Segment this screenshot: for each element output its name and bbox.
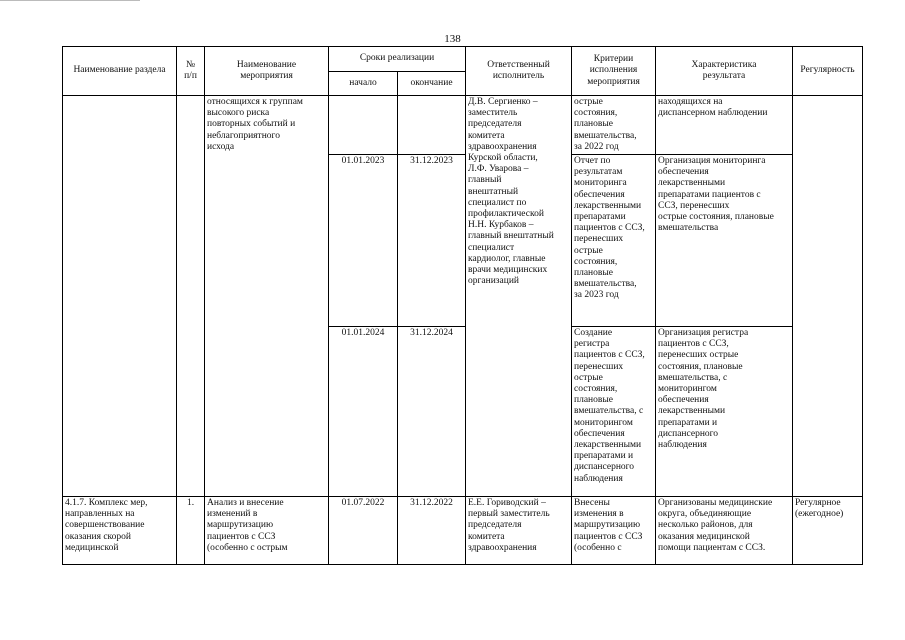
cell-section xyxy=(63,96,177,497)
header-dates: Сроки реализации xyxy=(329,47,466,72)
header-result: Характеристика результата xyxy=(656,47,793,96)
plan-table xyxy=(62,46,863,565)
cell-num: 1. xyxy=(177,497,205,565)
cell-result: Организация мониторинга обеспечения лекарственными препаратами пациентов с ССЗ, перенесших острые состояния, плановые вмешательства xyxy=(656,155,793,327)
header-start: начало xyxy=(329,72,398,96)
page-number: 138 xyxy=(444,33,461,45)
cell-criteria: Создание регистра пациентов с ССЗ, перенесших острые состояния, плановые вмешательства, с мониторингом обеспечения лекарственными препаратами и диспансерного наблюдения xyxy=(572,327,656,497)
table-row xyxy=(63,497,863,565)
cell-regularity xyxy=(793,96,863,497)
cell-start: 01.07.2022 xyxy=(329,497,398,565)
cell-num xyxy=(177,96,205,497)
header-regularity: Регулярность xyxy=(793,47,863,96)
table-row xyxy=(63,96,863,155)
cell-criteria: острые состояния, плановые вмешательства, за 2022 год xyxy=(572,96,656,155)
cell-start: 01.01.2024 xyxy=(329,327,398,497)
cell-end xyxy=(398,96,466,155)
cell-event: относящихся к группам высокого риска повторных событий и неблагоприятного исхода xyxy=(205,96,329,497)
cell-result: Организация регистра пациентов с ССЗ, перенесших острые состояния, плановые вмешательства, с мониторингом обеспечения лекарственными препаратами и диспансерного наблюдения xyxy=(656,327,793,497)
header-end: окончание xyxy=(398,72,466,96)
cell-criteria: Внесены изменения в маршрутизацию пациентов с ССЗ (особенно с xyxy=(572,497,656,565)
header-num: № п/п xyxy=(177,47,205,96)
cell-event: Анализ и внесение изменений в маршрутизацию пациентов с ССЗ (особенно с острым xyxy=(205,497,329,565)
cell-start: 01.01.2023 xyxy=(329,155,398,327)
cell-responsible: Д.В. Сергиенко – заместитель председателя комитета здравоохранения Курской области, Л.Ф. Уварова – главный внештатный специалист по профилактической Н.Н. Курбаков – главный внештатный специалист кардиолог, главные врачи медицинских организаций xyxy=(466,96,572,497)
cell-end: 31.12.2023 xyxy=(398,155,466,327)
cell-section: 4.1.7. Комплекс мер, направленных на совершенствование оказания скорой медицинской xyxy=(63,497,177,565)
cell-responsible: Е.Е. Гориводский – первый заместитель председателя комитета здравоохранения xyxy=(466,497,572,565)
cell-result: Организованы медицинские округа, объединяющие несколько районов, для оказания медицинской помощи пациентам с ССЗ. xyxy=(656,497,793,565)
scan-artifact-line xyxy=(0,0,140,1)
cell-end: 31.12.2022 xyxy=(398,497,466,565)
header-criteria: Критерии исполнения мероприятия xyxy=(572,47,656,96)
cell-result: находящихся на диспансерном наблюдении xyxy=(656,96,793,155)
cell-end: 31.12.2024 xyxy=(398,327,466,497)
cell-regularity: Регулярное (ежегодное) xyxy=(793,497,863,565)
header-responsible: Ответственный исполнитель xyxy=(466,47,572,96)
header-event: Наименование мероприятия xyxy=(205,47,329,96)
cell-start xyxy=(329,96,398,155)
cell-criteria: Отчет по результатам мониторинга обеспечения лекарственными препаратами пациентов с ССЗ, перенесших острые состояния, плановые вмешательства, за 2023 год xyxy=(572,155,656,327)
header-section: Наименование раздела xyxy=(63,47,177,96)
